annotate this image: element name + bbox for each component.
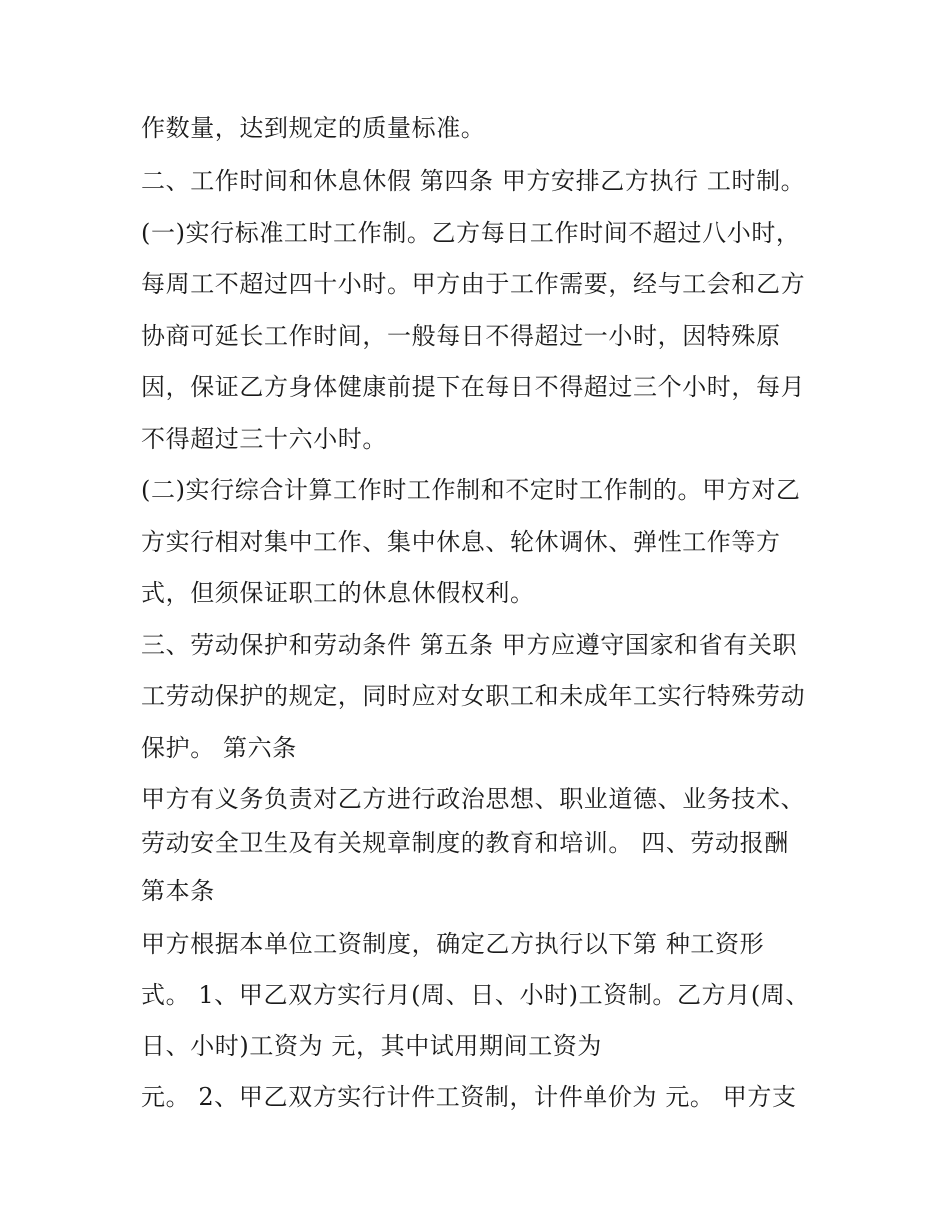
text-line: 协商可延长工作时间，一般每日不得超过一小时，因特殊原 bbox=[141, 322, 781, 350]
text-line: 二、工作时间和休息休假 第四条 甲方安排乙方执行 工时制。 bbox=[141, 167, 806, 195]
text-line: 工劳动保护的规定，同时应对女职工和未成年工实行特殊劳动 bbox=[141, 682, 806, 710]
text-line: 作数量，达到规定的质量标准。 bbox=[141, 114, 486, 142]
text-line: (一)实行标准工时工作制。乙方每日工作时间不超过八小时， bbox=[141, 219, 801, 247]
text-line: 式，但须保证职工的休息休假权利。 bbox=[141, 579, 535, 607]
text-line: 每周工不超过四十小时。甲方由于工作需要，经与工会和乙方 bbox=[141, 270, 806, 298]
text-line: 方实行相对集中工作、集中休息、轮休调休、弹性工作等方 bbox=[141, 528, 781, 556]
text-line: 不得超过三十六小时。 bbox=[141, 425, 387, 453]
text-line: 甲方有义务负责对乙方进行政治思想、职业道德、业务技术、 bbox=[141, 785, 806, 813]
text-line: 三、劳动保护和劳动条件 第五条 甲方应遵守国家和省有关职 bbox=[141, 631, 798, 659]
text-line: 因，保证乙方身体健康前提下在每日不得超过三个小时，每月 bbox=[141, 373, 806, 401]
text-line: (二)实行综合计算工作时工作制和不定时工作制的。甲方对乙 bbox=[141, 476, 801, 504]
text-line: 元。 2、甲乙双方实行计件工资制，计件单价为 元。 甲方支 bbox=[141, 1083, 797, 1111]
text-line: 甲方根据本单位工资制度，确定乙方执行以下第 种工资形 bbox=[141, 930, 765, 958]
text-line: 保护。 第六条 bbox=[141, 734, 297, 762]
text-line: 日、小时)工资为 元，其中试用期间工资为 bbox=[141, 1032, 602, 1060]
text-line: 式。 1、甲乙双方实行月(周、日、小时)工资制。乙方月(周、 bbox=[141, 981, 810, 1009]
text-line: 第本条 bbox=[141, 877, 215, 905]
text-line: 劳动安全卫生及有关规章制度的教育和培训。 四、劳动报酬 bbox=[141, 829, 789, 857]
